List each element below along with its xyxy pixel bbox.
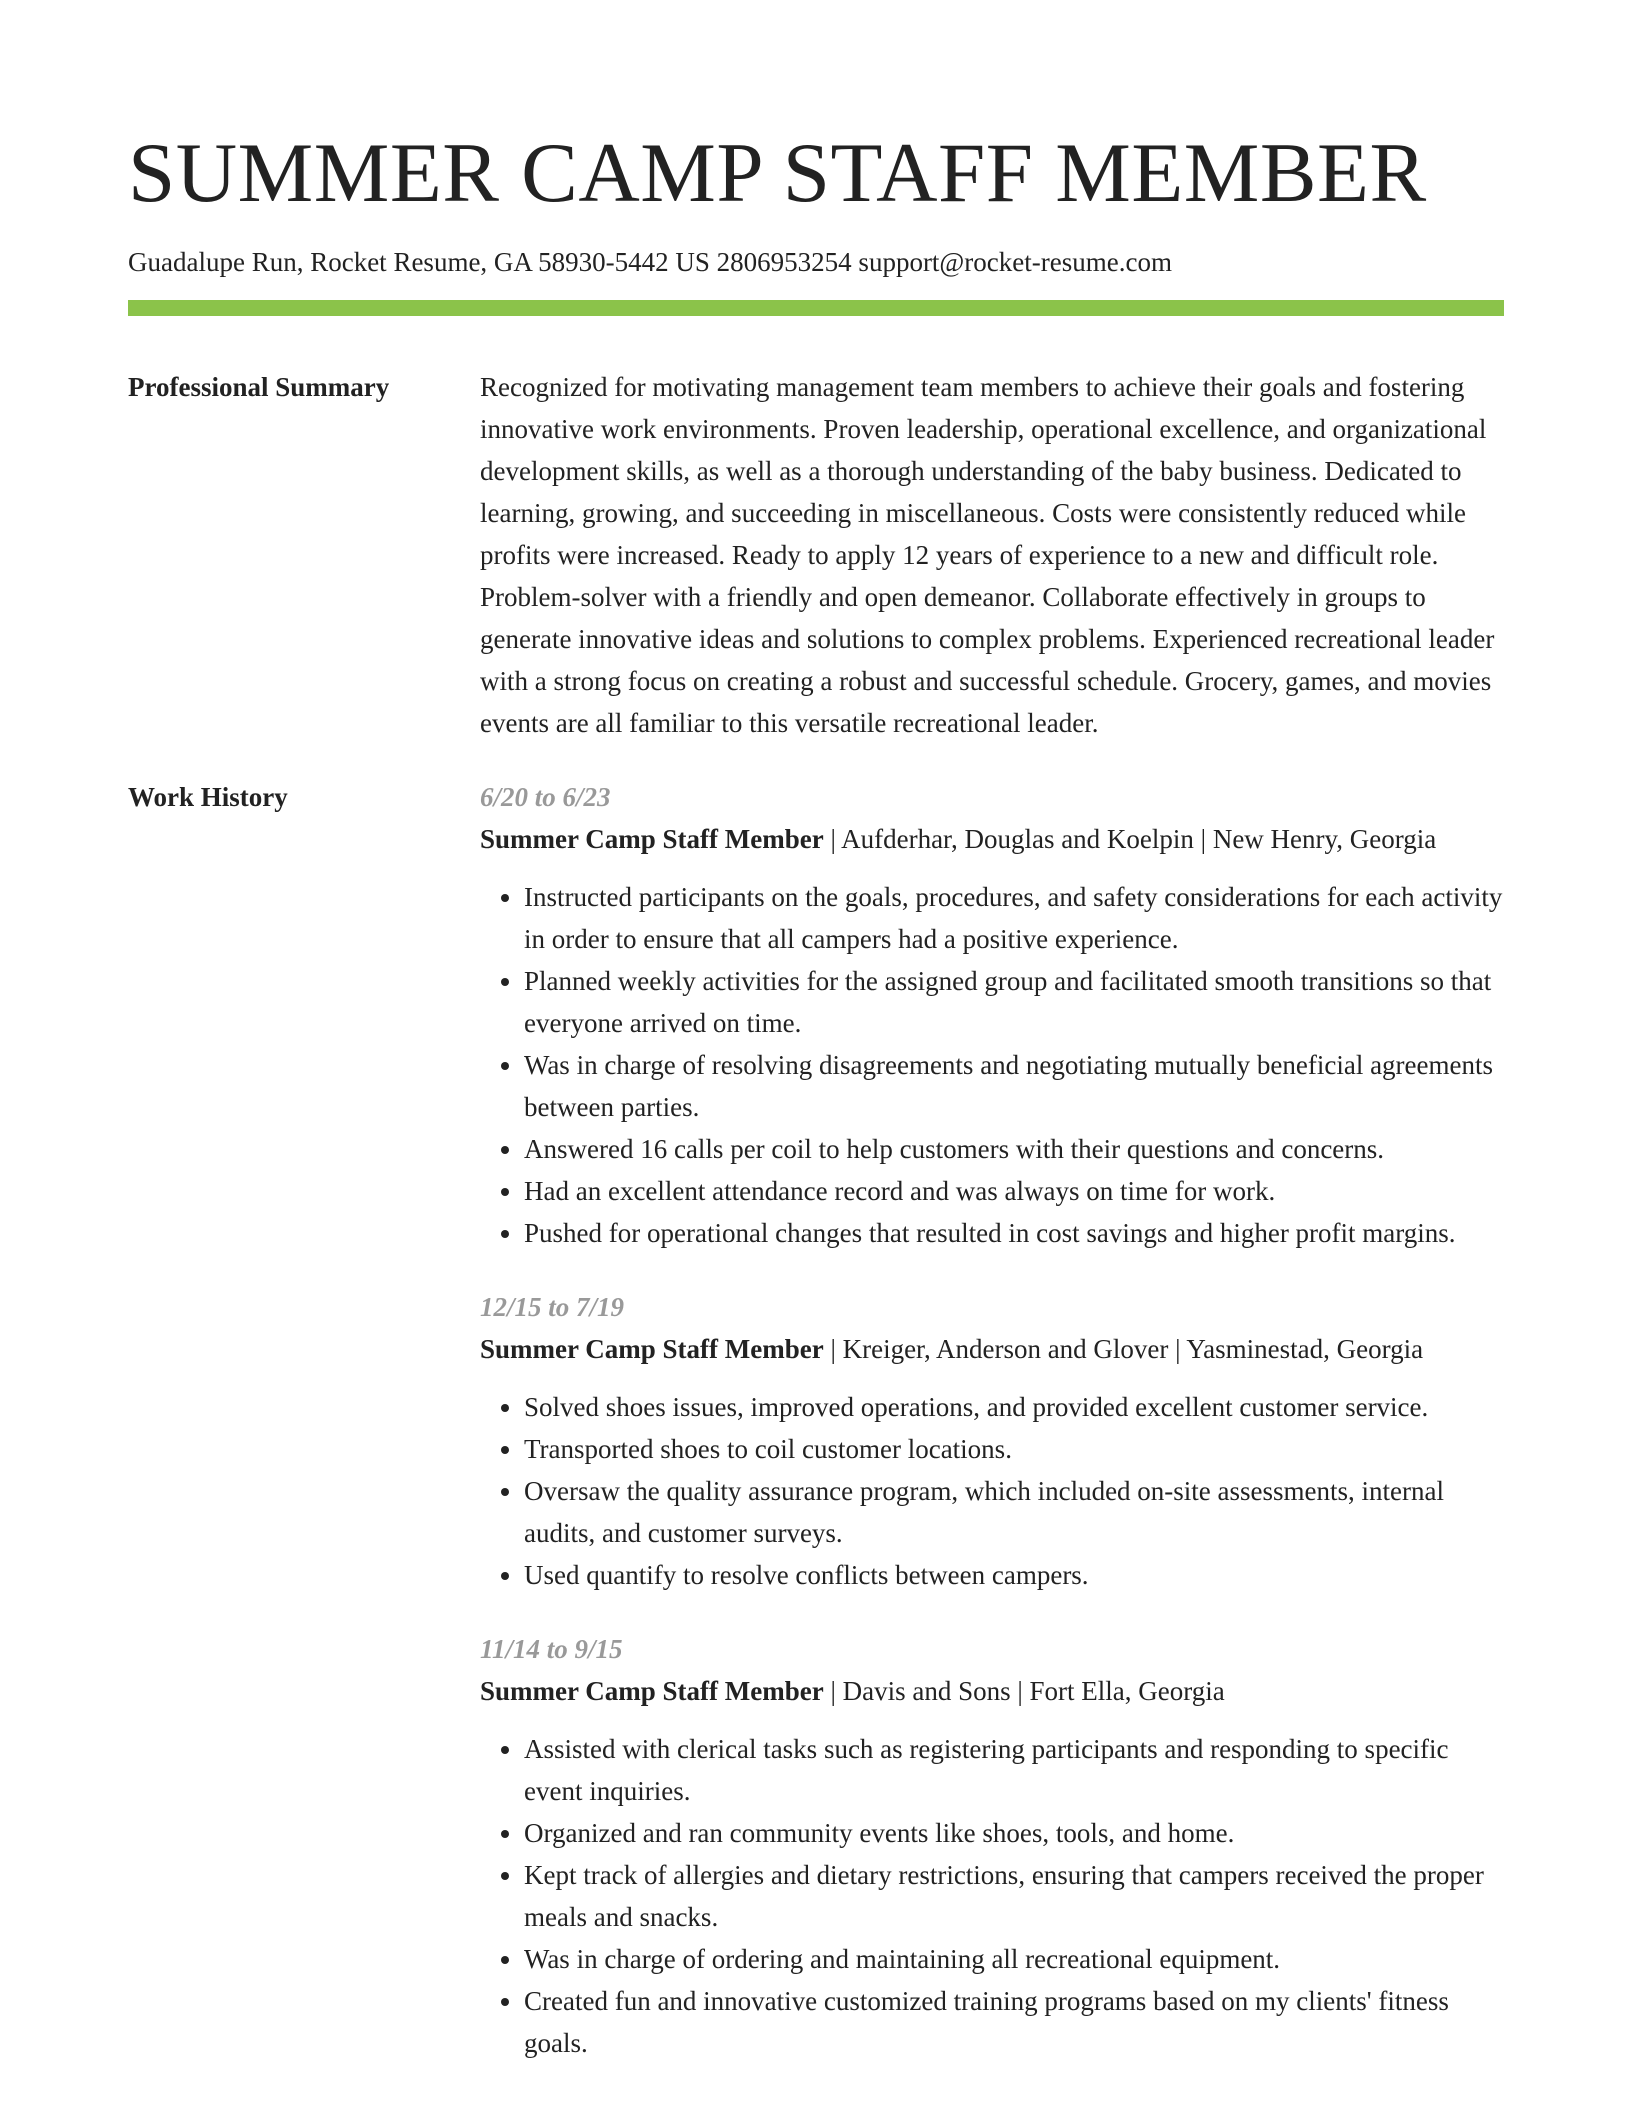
job-bullet: • Kept track of allergies and dietary restrictions, ensuring that campers received the proper meals and snacks.: [524, 1854, 1504, 1938]
job-bullet: • Answered 16 calls per coil to help customers with their questions and concerns.: [524, 1128, 1504, 1170]
job-employer-location: | Davis and Sons | Fort Ella, Georgia: [823, 1676, 1225, 1706]
job-entry: [480, 776, 1504, 1254]
job-bullet: • Created fun and innovative customized training programs based on my clients' fitness goals.: [524, 1980, 1504, 2064]
professional-summary-section: [128, 366, 1504, 744]
section-label-work-history: Work History: [128, 782, 288, 812]
job-employer-location: | Kreiger, Anderson and Glover | Yasminestad, Georgia: [823, 1334, 1424, 1364]
job-bullet: • Was in charge of ordering and maintaining all recreational equipment.: [524, 1938, 1504, 1980]
section-label-professional-summary: Professional Summary: [128, 372, 390, 402]
job-title-line: [480, 818, 1504, 860]
job-bullet: • Used quantify to resolve conflicts between campers.: [524, 1554, 1504, 1596]
job-dates: 12/15 to 7/19: [480, 1292, 625, 1322]
job-employer-location: | Aufderhar, Douglas and Koelpin | New Henry, Georgia: [823, 824, 1437, 854]
job-bullet: • Assisted with clerical tasks such as registering participants and responding to specific event inquiries.: [524, 1728, 1504, 1812]
job-bullet: • Transported shoes to coil customer locations.: [524, 1428, 1504, 1470]
job-bullet: • Was in charge of resolving disagreements and negotiating mutually beneficial agreements between parties.: [524, 1044, 1504, 1128]
job-bullet: • Planned weekly activities for the assigned group and facilitated smooth transitions so that everyone arrived on time.: [524, 960, 1504, 1044]
job-bullet-list: [480, 1386, 1504, 1596]
job-bullet: • Organized and ran community events like shoes, tools, and home.: [524, 1812, 1504, 1854]
job-title-line: [480, 1670, 1504, 1712]
job-bullet-list: [480, 876, 1504, 1254]
job-bullet: • Solved shoes issues, improved operations, and provided excellent customer service.: [524, 1386, 1504, 1428]
contact-info: Guadalupe Run, Rocket Resume, GA 58930-5442 US 2806953254 support@rocket-resume.com: [128, 247, 1172, 277]
job-dates: 6/20 to 6/23: [480, 782, 611, 812]
resume-page: [128, 0, 1504, 2096]
job-title: Summer Camp Staff Member: [480, 1676, 824, 1706]
header-divider: [128, 300, 1504, 316]
job-title: Summer Camp Staff Member: [480, 1334, 824, 1364]
job-title: Summer Camp Staff Member: [480, 824, 824, 854]
job-bullet: • Oversaw the quality assurance program, which included on-site assessments, internal audits, and customer surveys.: [524, 1470, 1504, 1554]
professional-summary-body: [480, 366, 1504, 744]
summary-text: Recognized for motivating management team members to achieve their goals and fostering innovative work environments. Proven leadership, operational excellence, and organizational development skills, as well as a thorough understanding of the baby business. Dedicated to learning, growing, and succeeding in miscellaneous. Costs were consistently reduced while profits were increased. Ready to apply 12 years of experience to a new and difficult role. Problem-solver with a friendly and open demeanor. Collaborate effectively in groups to generate innovative ideas and solutions to complex problems. Experienced recreational leader with a strong focus on creating a robust and successful schedule. Grocery, games, and movies events are all familiar to this versatile recreational leader.: [480, 372, 1495, 738]
job-title-line: [480, 1328, 1504, 1370]
job-bullet: • Pushed for operational changes that resulted in cost savings and higher profit margins.: [524, 1212, 1504, 1254]
job-bullet-list: [480, 1728, 1504, 2064]
job-entry: [480, 1286, 1504, 1596]
work-history-body: [480, 776, 1504, 2096]
job-dates: 11/14 to 9/15: [480, 1634, 623, 1664]
job-entry: [480, 1628, 1504, 2064]
work-history-section: [128, 776, 1504, 2096]
job-bullet: • Instructed participants on the goals, procedures, and safety considerations for each activity in order to ensure that all campers had a positive experience.: [524, 876, 1504, 960]
job-bullet: • Had an excellent attendance record and was always on time for work.: [524, 1170, 1504, 1212]
resume-name-heading: SUMMER CAMP STAFF MEMBER: [128, 126, 1427, 220]
